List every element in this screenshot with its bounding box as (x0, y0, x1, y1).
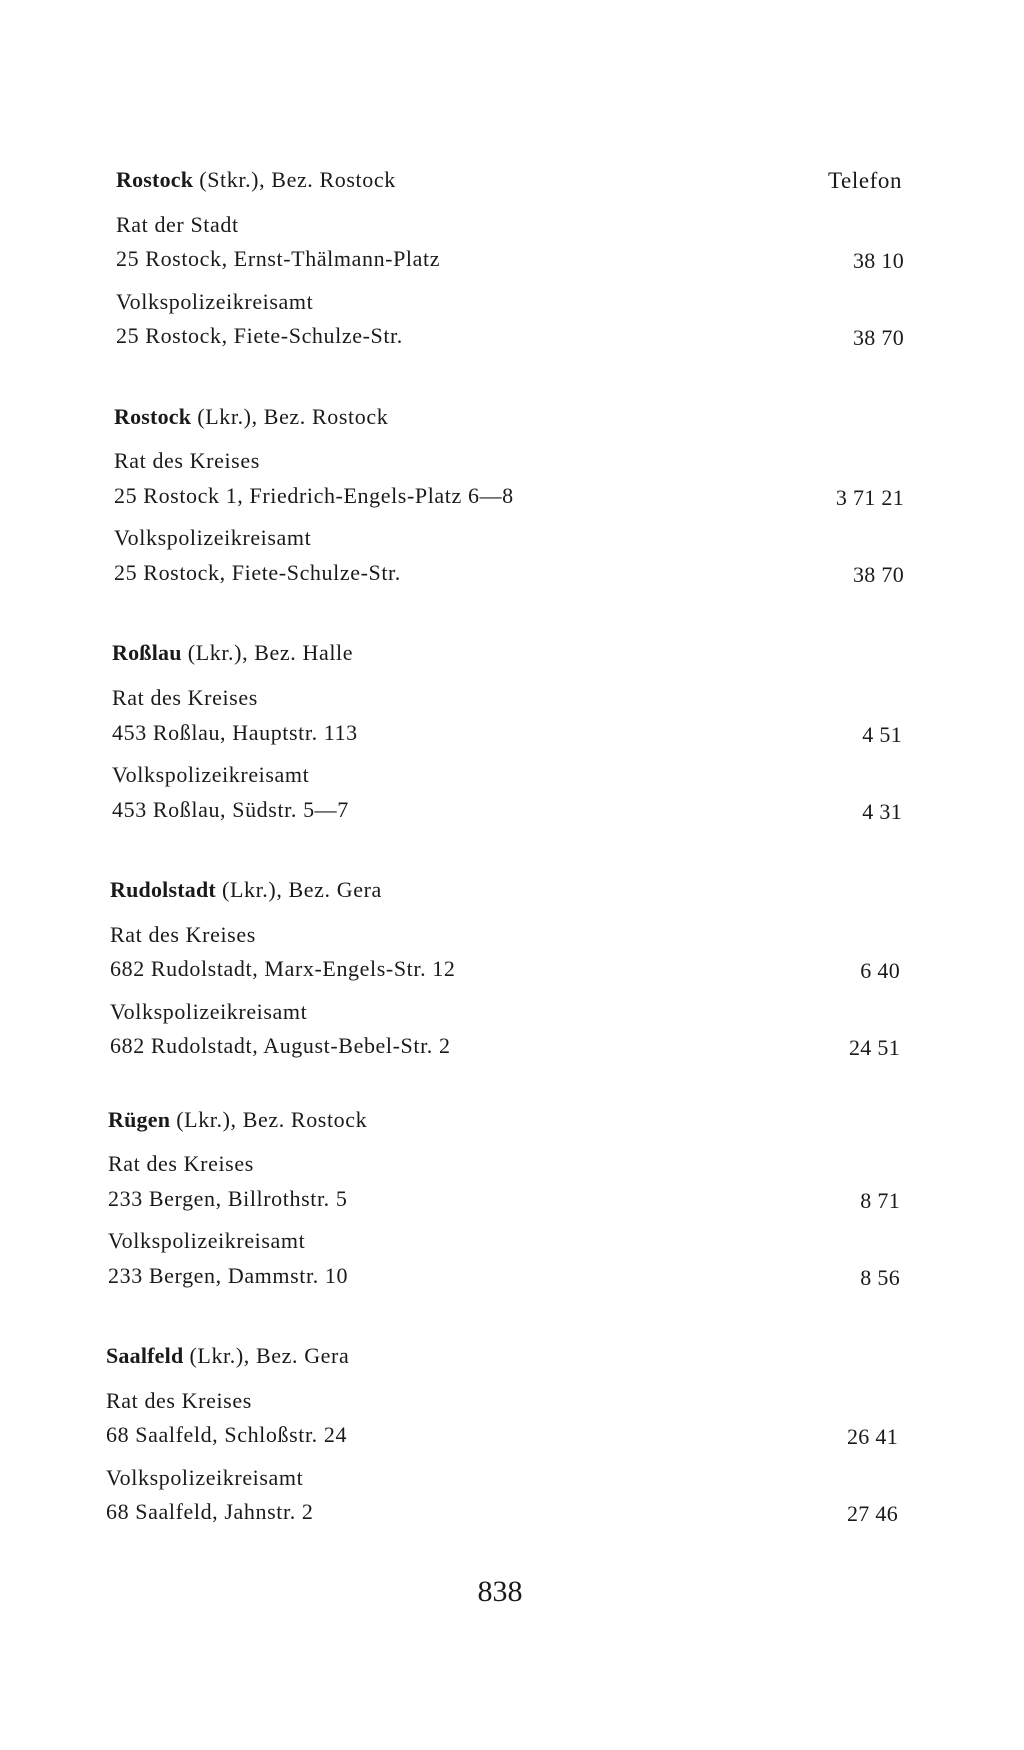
entry-phone: 24 51 (849, 1035, 900, 1060)
entry-title: Rat des Kreises (110, 922, 256, 947)
section-suffix: (Lkr.), Bez. Rostock (170, 1107, 368, 1132)
entry-address: 453 Roßlau, Hauptstr. 113 (112, 720, 358, 745)
section-suffix: (Lkr.), Bez. Gera (215, 877, 382, 902)
entry-title: Volkspolizeikreisamt (110, 999, 308, 1024)
section-name: Saalfeld (106, 1343, 184, 1368)
entry-phone: 3 71 21 (835, 485, 904, 510)
entry-address: 25 Rostock, Ernst-Thälmann-Platz (116, 246, 441, 271)
entry-address: 25 Rostock, Fiete-Schulze-Str. (114, 560, 401, 585)
entry-address: 25 Rostock, Fiete-Schulze-Str. (116, 323, 403, 348)
entry-phone: 38 70 (853, 562, 904, 587)
entry-title: Volkspolizeikreisamt (114, 525, 312, 550)
entry-address: 233 Bergen, Billrothstr. 5 (108, 1186, 348, 1211)
entry-title: Rat der Stadt (116, 212, 239, 237)
entry-title: Volkspolizeikreisamt (116, 289, 314, 314)
section-heading (110, 877, 382, 903)
entry-phone: 4 51 (862, 722, 902, 747)
page-number: 838 (477, 1575, 523, 1608)
entry-title: Volkspolizeikreisamt (108, 1228, 306, 1253)
entry-phone: 38 70 (853, 325, 904, 350)
entry-phone: 38 10 (853, 248, 904, 273)
section-heading (116, 167, 396, 193)
section-name: Roßlau (112, 640, 182, 665)
entry-address: 682 Rudolstadt, August-Bebel-Str. 2 (110, 1033, 451, 1058)
entry-address: 68 Saalfeld, Jahnstr. 2 (106, 1499, 314, 1524)
section-heading (108, 1107, 367, 1133)
section-suffix: (Lkr.), Bez. Halle (181, 640, 354, 665)
entry-title: Rat des Kreises (114, 448, 260, 473)
section-name: Rostock (116, 167, 194, 192)
section-name: Rostock (114, 404, 192, 429)
section-name: Rügen (108, 1107, 171, 1132)
entry-title: Volkspolizeikreisamt (106, 1465, 304, 1490)
entry-title: Rat des Kreises (108, 1151, 254, 1176)
section-suffix: (Lkr.), Bez. Rostock (191, 404, 389, 429)
section-heading (106, 1343, 349, 1369)
entry-phone: 8 56 (860, 1265, 900, 1290)
entry-phone: 4 31 (862, 799, 902, 824)
entry-phone: 8 71 (860, 1188, 900, 1213)
section-heading (112, 640, 353, 666)
entry-title: Rat des Kreises (112, 685, 258, 710)
section-heading (114, 404, 388, 430)
section-name: Rudolstadt (110, 877, 216, 902)
entry-phone: 26 41 (847, 1424, 898, 1449)
entry-address: 68 Saalfeld, Schloßstr. 24 (106, 1422, 348, 1447)
entry-address: 25 Rostock 1, Friedrich-Engels-Platz 6—8 (114, 483, 514, 508)
entry-phone: 6 40 (860, 958, 900, 983)
section-suffix: (Stkr.), Bez. Rostock (193, 167, 396, 192)
entry-address: 682 Rudolstadt, Marx-Engels-Str. 12 (110, 956, 456, 981)
section-suffix: (Lkr.), Bez. Gera (183, 1343, 350, 1368)
entry-title: Rat des Kreises (106, 1388, 252, 1413)
entry-address: 233 Bergen, Dammstr. 10 (108, 1263, 349, 1288)
entry-address: 453 Roßlau, Südstr. 5—7 (112, 797, 349, 822)
entry-title: Volkspolizeikreisamt (112, 762, 310, 787)
telefon-column-header: Telefon (828, 168, 903, 193)
entry-phone: 27 46 (847, 1501, 898, 1526)
